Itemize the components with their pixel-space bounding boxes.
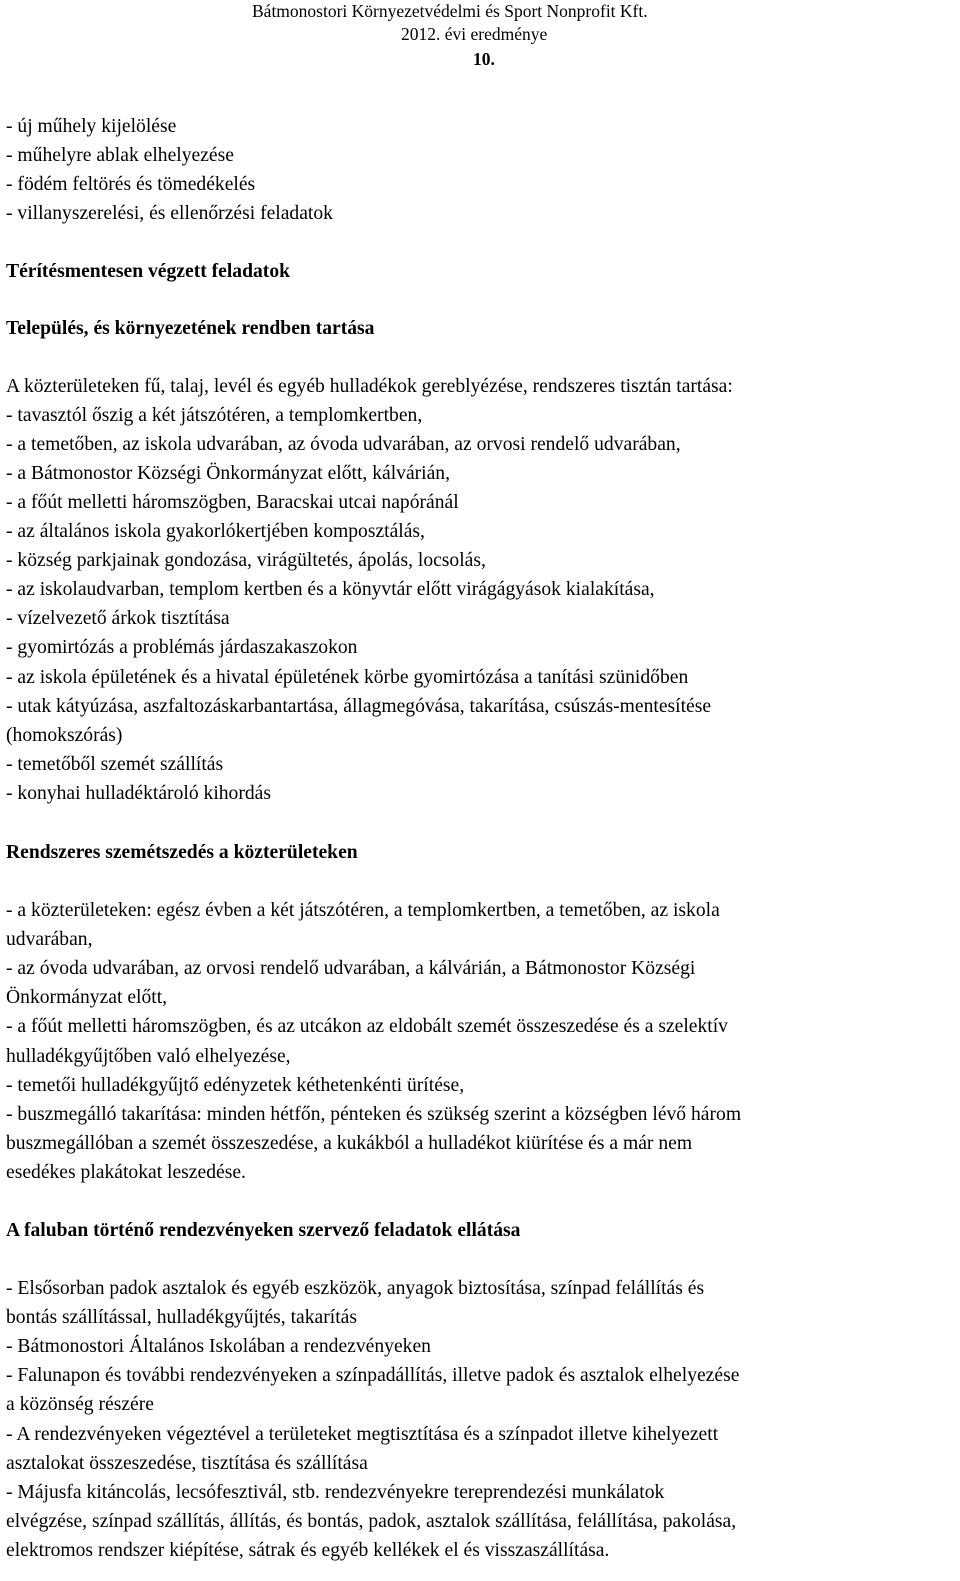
list-item: - temetőből szemét szállítás bbox=[6, 753, 224, 775]
list-item: - utak kátyúzása, aszfaltozáskarbantartása, állagmegóvása, takarítása, csúszás-mentesítése bbox=[6, 695, 712, 717]
settlement-upkeep-list bbox=[6, 372, 956, 808]
list-item: - a főút melletti háromszögben, Baracskai utcai napóránál bbox=[6, 491, 459, 513]
list-item: - műhelyre ablak elhelyezése bbox=[6, 145, 234, 167]
list-item: - vízelvezető árkok tisztítása bbox=[6, 608, 230, 630]
event-organizing-list bbox=[6, 1274, 956, 1565]
header-company-name: Bátmonostori Környezetvédelmi és Sport Nonprofit Kft. bbox=[252, 1, 648, 21]
list-item: - a temetőben, az iskola udvarában, az óvoda udvarában, az orvosi rendelő udvarában, bbox=[6, 433, 681, 455]
list-item: Önkormányzat előtt, bbox=[6, 987, 168, 1009]
page-number: 10. bbox=[473, 49, 495, 69]
list-item: - az általános iskola gyakorlókertjében komposztálás, bbox=[6, 521, 425, 543]
section-title-free-tasks: Térítésmentesen végzett feladatok bbox=[6, 261, 291, 283]
list-item: - A rendezvényeken végeztével a területeket megtisztítása és a színpadot illetve kihelyezett bbox=[6, 1423, 719, 1445]
list-item: - község parkjainak gondozása, virágültetés, ápolás, locsolás, bbox=[6, 550, 486, 572]
list-item: - buszmegálló takarítása: minden hétfőn, pénteken és szükség szerint a községben lévő három bbox=[6, 1103, 742, 1125]
list-item: - Falunapon és további rendezvényeken a színpadállítás, illetve padok és asztalok elhelyezése bbox=[6, 1365, 740, 1387]
list-item: (homokszórás) bbox=[6, 724, 123, 746]
list-item: - Májusfa kitáncolás, lecsófesztivál, stb. rendezvényekre tereprendezési munkálatok bbox=[6, 1481, 665, 1503]
section-title-settlement-upkeep: Település, és környezetének rendben tartása bbox=[6, 318, 375, 340]
list-item: - új műhely kijelölése bbox=[6, 116, 177, 137]
list-item: - tavasztól őszig a két játszótéren, a templomkertben, bbox=[6, 404, 423, 426]
section-title-litter-collection: Rendszeres szemétszedés a közterületeken bbox=[6, 841, 358, 863]
list-item: - az iskola épületének és a hivatal épületének körbe gyomirtózása a tanítási szünidőben bbox=[6, 666, 689, 688]
page-header bbox=[6, 0, 956, 74]
list-item: - födém feltörés és tömedékelés bbox=[6, 174, 256, 196]
list-item: - Bátmonostori Általános Iskolában a rendezvényeken bbox=[6, 1336, 431, 1358]
list-item: elvégzése, színpad szállítás, állítás, és bontás, padok, asztalok szállítása, felállítása, pakolása, bbox=[6, 1510, 737, 1532]
list-item: - a közterületeken: egész évben a két játszótéren, a templomkertben, a temetőben, az iskola bbox=[6, 900, 720, 922]
list-item: A közterületeken fű, talaj, levél és egyéb hulladékok gereblyézése, rendszeres tisztán tartása: bbox=[6, 375, 733, 397]
list-item: - a Bátmonostor Községi Önkormányzat előtt, kálvárián, bbox=[6, 462, 450, 484]
list-item: - a főút melletti háromszögben, és az utcákon az eldobált szemét összeszedése és a szelektív bbox=[6, 1016, 728, 1038]
list-item: buszmegállóban a szemét összeszedése, a kukákból a hulladékot kiürítése és a már nem bbox=[6, 1132, 693, 1154]
list-item: esedékes plakátokat leszedése. bbox=[6, 1161, 246, 1183]
list-item: - villanyszerelési, és ellenőrzési feladatok bbox=[6, 203, 333, 225]
section-title-event-organizing: A faluban történő rendezvényeken szervező feladatok ellátása bbox=[6, 1220, 521, 1241]
list-item: - temetői hulladékgyűjtő edényzetek kéthetenkénti ürítése, bbox=[6, 1074, 465, 1096]
header-report-year: 2012. évi eredménye bbox=[401, 24, 548, 44]
list-item: - az óvoda udvarában, az orvosi rendelő udvarában, a kálvárián, a Bátmonostor Községi bbox=[6, 958, 696, 980]
intro-task-list bbox=[6, 112, 956, 228]
list-item: a közönség részére bbox=[6, 1394, 154, 1416]
litter-collection-list bbox=[6, 896, 956, 1187]
list-item: hulladékgyűjtőben való elhelyezése, bbox=[6, 1045, 291, 1067]
list-item: - Elsősorban padok asztalok és egyéb eszközök, anyagok biztosítása, színpad felállítás és bbox=[6, 1278, 705, 1300]
list-item: asztalokat összeszedése, tisztítása és szállítása bbox=[6, 1452, 368, 1474]
list-item: - gyomirtózás a problémás járdaszakaszokon bbox=[6, 637, 358, 659]
list-item: - az iskolaudvarban, templom kertben és a könyvtár előtt virágágyások kialakítása, bbox=[6, 579, 655, 601]
list-item: elektromos rendszer kiépítése, sátrak és egyéb kellékek el és visszaszállítása. bbox=[6, 1539, 610, 1561]
list-item: bontás szállítással, hulladékgyűjtés, takarítás bbox=[6, 1307, 357, 1329]
list-item: - konyhai hulladéktároló kihordás bbox=[6, 782, 271, 804]
list-item: udvarában, bbox=[6, 929, 93, 951]
